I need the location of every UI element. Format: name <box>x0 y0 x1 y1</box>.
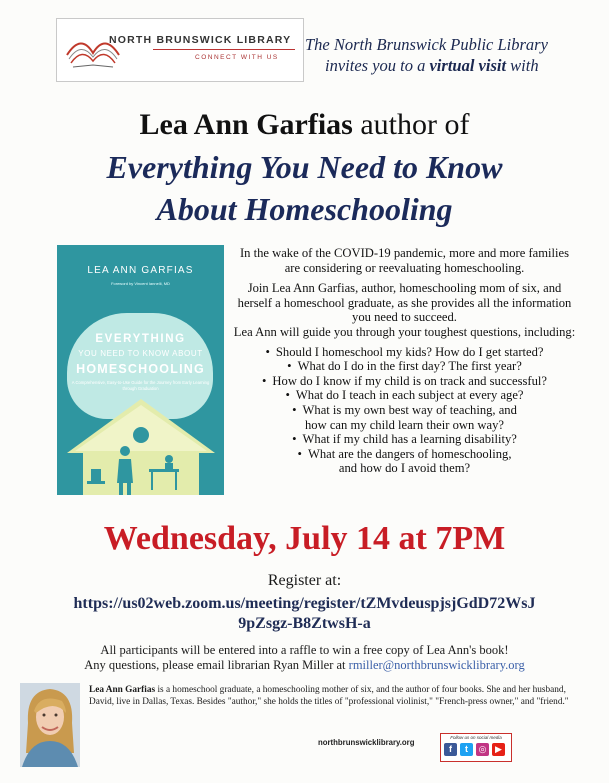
logo-name: NORTH BRUNSWICK LIBRARY <box>109 34 292 46</box>
question-text: What do I do in the first day? The first year? <box>297 359 522 374</box>
cover-subtitle: A Comprehensive, Easy-to-Use Guide for the Journey from Early Learning through Graduation <box>71 380 210 391</box>
event-description <box>232 246 577 476</box>
event-date: Wednesday, July 14 at 7PM <box>103 520 506 557</box>
book-title <box>0 146 609 230</box>
cover-title-2: YOU NEED TO KNOW ABOUT <box>78 349 203 358</box>
list-item: • What do I do in the first day? The first year? <box>287 359 522 374</box>
author-photo <box>20 683 80 767</box>
social-label: Follow us on social media <box>450 735 502 740</box>
bio-name: Lea Ann Garfias <box>89 685 156 695</box>
author-heading <box>0 108 609 142</box>
open-book-icon <box>63 25 123 71</box>
library-website-link[interactable]: northbrunswicklibrary.org <box>318 738 415 747</box>
list-item: • What are the dangers of homeschooling, and how do I avoid them? <box>297 446 512 476</box>
raffle-notice <box>0 643 609 673</box>
invite-text <box>305 34 595 76</box>
question-text: What are the dangers of homeschooling, and how do I avoid them? <box>307 446 512 476</box>
library-logo[interactable] <box>56 18 304 82</box>
invite-line-2 <box>305 55 595 76</box>
question-text: What if my child has a learning disability? <box>302 432 517 447</box>
list-item: • What if my child has a learning disability? <box>292 432 517 447</box>
logo-tagline: CONNECT WITH US <box>195 54 279 61</box>
question-list <box>232 345 577 476</box>
register-link[interactable] <box>20 594 589 634</box>
list-item: • What do I teach in each subject at every age? <box>285 388 524 403</box>
invite-suffix: with <box>506 56 539 75</box>
cover-title-3: HOMESCHOOLING <box>76 362 205 376</box>
raffle-line-1: All participants will be entered into a raffle to win a free copy of Lea Ann's book! <box>100 643 509 657</box>
register-label: Register at: <box>267 572 342 589</box>
question-text: What do I teach in each subject at every age? <box>295 388 524 403</box>
cover-author: LEA ANN GARFIAS <box>87 265 194 276</box>
book-title-line-1: Everything You Need to Know <box>106 149 503 185</box>
raffle-line-2-text: Any questions, please email librarian Ryan Miller at <box>84 658 349 672</box>
contact-email-link[interactable]: rmiller@northbrunswicklibrary.org <box>348 658 525 672</box>
book-cover-image <box>57 245 224 495</box>
author-portrait-image <box>20 683 80 767</box>
book-title-line-2: About Homeschooling <box>156 191 453 227</box>
question-text: Should I homeschool my kids? How do I get started? <box>275 344 544 359</box>
question-text: How do I know if my child is on track and successful? <box>272 373 547 388</box>
twitter-icon[interactable]: t <box>460 743 473 756</box>
list-item: • How do I know if my child is on track and successful? <box>262 373 547 388</box>
invite-line-1: The North Brunswick Public Library <box>305 35 548 54</box>
cover-title-1: EVERYTHING <box>95 333 186 345</box>
house-illustration <box>57 395 224 495</box>
list-item: • What is my own best way of teaching, and how can my child learn their own way? <box>292 402 517 432</box>
invite-emphasis: virtual visit <box>429 56 507 75</box>
logo-divider <box>153 49 295 50</box>
social-media-box <box>440 733 512 762</box>
list-item: • Should I homeschool my kids? How do I get started? <box>265 344 544 359</box>
author-bio <box>89 685 589 708</box>
bio-text: is a homeschool graduate, a homeschooling mother of six, and the author of four books. She and her husband, David, live in Dallas, Texas. Besides "author," she holds the titles of "professional violinist," "French-press owner," and "friend." <box>89 685 569 707</box>
invite-prefix: invites you to a <box>325 56 430 75</box>
author-suffix: author of <box>352 108 470 141</box>
facebook-icon[interactable]: f <box>444 743 457 756</box>
description-intro: In the wake of the COVID-19 pandemic, more and more families are considering or reevaluating homeschooling. <box>239 246 570 275</box>
cover-foreword: Foreword by Vincent Iannelli, MD <box>111 281 170 286</box>
instagram-icon[interactable]: ◎ <box>476 743 489 756</box>
question-text: What is my own best way of teaching, and how can my child learn their own way? <box>302 402 517 432</box>
description-join: Join Lea Ann Garfias, author, homeschooling mom of six, and herself a homeschool graduate, as she provides all the information you need to succeed. <box>237 281 572 325</box>
raffle-line-2 <box>0 658 609 673</box>
register-url-line-2[interactable]: 9pZsgz-B8ZtwsH-a <box>238 615 371 632</box>
description-guide: Lea Ann will guide you through your toughest questions, including: <box>233 324 576 339</box>
author-name: Lea Ann Garfias <box>139 108 353 141</box>
register-url-line-1[interactable]: https://us02web.zoom.us/meeting/register/tZMvdeuspjsjGdD72WsJ <box>73 595 536 612</box>
youtube-icon[interactable]: ▶ <box>492 743 505 756</box>
